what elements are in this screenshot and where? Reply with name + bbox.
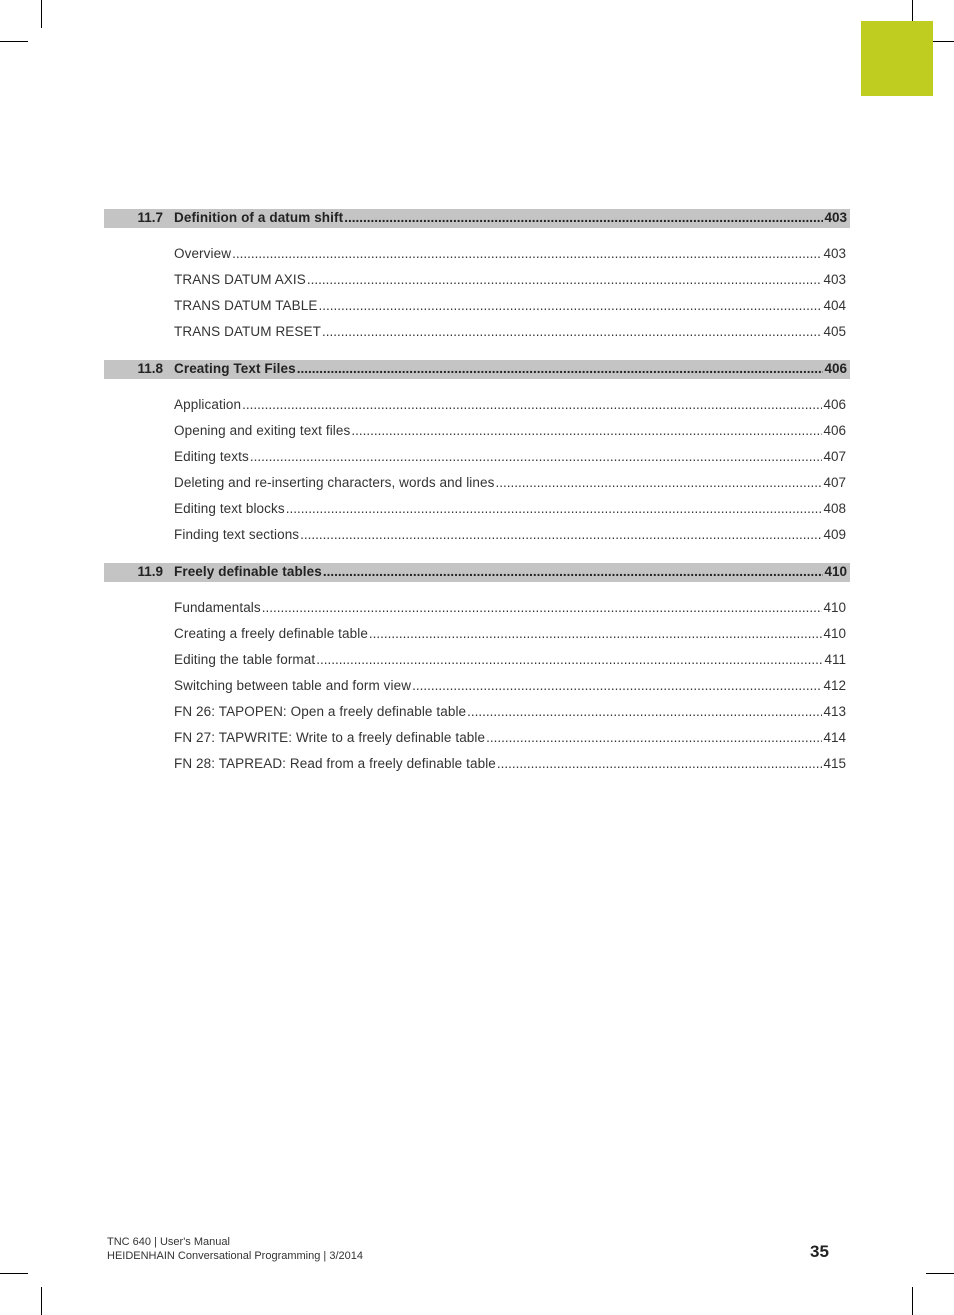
dot-leader (316, 652, 823, 667)
dot-leader (286, 501, 823, 516)
dot-leader (497, 756, 823, 771)
entry-page: 403 (823, 246, 846, 261)
entry-title: FN 27: TAPWRITE: Write to a freely definable table (174, 730, 486, 745)
dot-leader (297, 361, 824, 376)
entry-page: 413 (823, 704, 846, 719)
entry-page: 407 (823, 475, 846, 490)
toc-entry[interactable] (104, 756, 850, 782)
section-page: 403 (824, 210, 847, 225)
toc-entries-11-7 (104, 246, 850, 350)
entry-page: 414 (823, 730, 846, 745)
entry-page: 405 (823, 324, 846, 339)
toc-entry[interactable] (104, 600, 850, 626)
entry-title: Editing text blocks (174, 501, 285, 516)
entry-title: Switching between table and form view (174, 678, 412, 693)
dot-leader (300, 527, 822, 542)
toc-entries-11-9 (104, 600, 850, 782)
toc-entry[interactable] (104, 397, 850, 423)
entry-page: 407 (823, 449, 846, 464)
entry-title: Editing the table format (174, 652, 316, 667)
footer-subtitle: HEIDENHAIN Conversational Programming | 3/2014 (107, 1250, 363, 1262)
toc-section-11-8[interactable] (104, 360, 850, 379)
toc-entry[interactable] (104, 678, 850, 704)
entry-title: Creating a freely definable table (174, 626, 368, 641)
entry-page: 406 (823, 397, 846, 412)
section-number: 11.9 (137, 564, 163, 579)
toc-entry[interactable] (104, 501, 850, 527)
table-of-contents (104, 209, 850, 792)
dot-leader (344, 210, 823, 225)
crop-mark (912, 1287, 913, 1315)
page-number: 35 (810, 1242, 829, 1261)
toc-entry[interactable] (104, 298, 850, 324)
entry-page: 404 (823, 298, 846, 313)
dot-leader (323, 564, 824, 579)
footer-manual-title: TNC 640 | User's Manual (107, 1236, 230, 1248)
section-page: 410 (824, 564, 847, 579)
crop-mark (0, 1273, 28, 1274)
dot-leader (307, 272, 823, 287)
entry-title: Deleting and re-inserting characters, words and lines (174, 475, 495, 490)
dot-leader (242, 397, 822, 412)
dot-leader (250, 449, 823, 464)
entry-title: FN 28: TAPREAD: Read from a freely definable table (174, 756, 496, 771)
dot-leader (495, 475, 822, 490)
crop-mark (0, 41, 28, 42)
dot-leader (322, 324, 823, 339)
chapter-tab-marker (861, 21, 933, 96)
entry-page: 403 (823, 272, 846, 287)
toc-entry[interactable] (104, 475, 850, 501)
crop-mark (926, 1273, 954, 1274)
toc-entry[interactable] (104, 272, 850, 298)
entry-title: TRANS DATUM AXIS (174, 272, 306, 287)
entry-page: 412 (823, 678, 846, 693)
entry-title: Opening and exiting text files (174, 423, 351, 438)
section-title: Freely definable tables (174, 564, 322, 579)
entry-title: TRANS DATUM RESET (174, 324, 321, 339)
toc-entry[interactable] (104, 324, 850, 350)
entry-title: Application (174, 397, 242, 412)
toc-entry[interactable] (104, 527, 850, 553)
section-title: Creating Text Files (174, 361, 296, 376)
toc-entry[interactable] (104, 449, 850, 475)
dot-leader (486, 730, 822, 745)
dot-leader (369, 626, 823, 641)
entry-page: 410 (823, 626, 846, 641)
crop-mark (41, 0, 42, 28)
section-page: 406 (824, 361, 847, 376)
section-title: Definition of a datum shift (174, 210, 344, 225)
dot-leader (351, 423, 822, 438)
entry-page: 406 (823, 423, 846, 438)
entry-title: Editing texts (174, 449, 249, 464)
section-number: 11.7 (137, 210, 163, 225)
toc-entry[interactable] (104, 652, 850, 678)
toc-entry[interactable] (104, 246, 850, 272)
toc-entry[interactable] (104, 626, 850, 652)
dot-leader (318, 298, 822, 313)
entry-title: Fundamentals (174, 600, 261, 615)
entry-page: 409 (823, 527, 846, 542)
entry-page: 410 (823, 600, 846, 615)
entry-page: 408 (823, 501, 846, 516)
entry-title: Overview (174, 246, 232, 261)
toc-section-11-9[interactable] (104, 563, 850, 582)
entry-title: FN 26: TAPOPEN: Open a freely definable table (174, 704, 467, 719)
dot-leader (412, 678, 822, 693)
dot-leader (262, 600, 823, 615)
page-footer (107, 1235, 363, 1263)
dot-leader (232, 246, 822, 261)
crop-mark (41, 1287, 42, 1315)
entry-title: Finding text sections (174, 527, 300, 542)
toc-entry[interactable] (104, 730, 850, 756)
toc-entry[interactable] (104, 704, 850, 730)
section-number: 11.8 (137, 361, 163, 376)
toc-section-11-7[interactable] (104, 209, 850, 228)
entry-page: 415 (823, 756, 846, 771)
toc-entry[interactable] (104, 423, 850, 449)
entry-title: TRANS DATUM TABLE (174, 298, 318, 313)
entry-page: 411 (824, 652, 846, 667)
dot-leader (467, 704, 822, 719)
toc-entries-11-8 (104, 397, 850, 553)
